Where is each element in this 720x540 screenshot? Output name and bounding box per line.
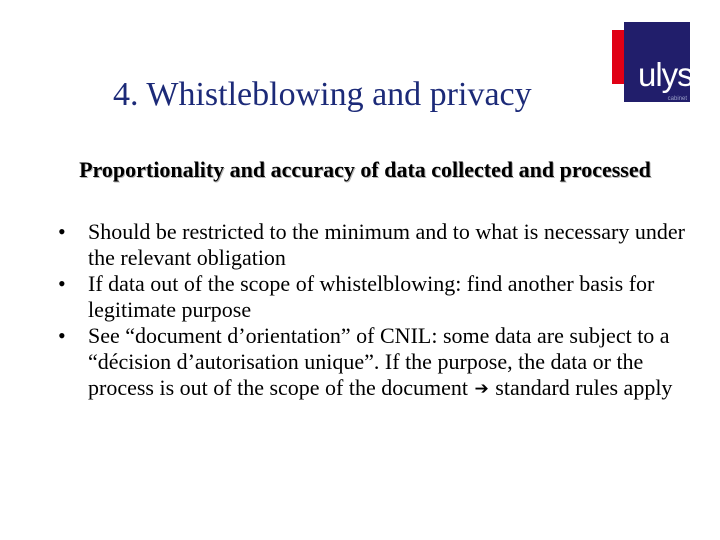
bullet-text-continued: standard rules apply <box>495 375 673 400</box>
slide-title: 4. Whistleblowing and privacy <box>113 76 532 113</box>
bullet-marker: • <box>58 271 66 296</box>
right-arrow-icon: ➔ <box>474 379 489 399</box>
bullet-text: Should be restricted to the minimum and to what is necessary under the relevant obligation <box>88 219 685 270</box>
bullet-item <box>58 219 698 271</box>
bullet-marker: • <box>58 323 66 348</box>
logo-text: ulys <box>638 56 693 93</box>
slide-subheading: Proportionality and accuracy of data collected and processed <box>79 157 651 182</box>
bullet-text: See “document d’orientation” of CNIL: some data are subject to a “décision d’autorisation unique”. If the purpose, the data or the process is out of the scope of the document <box>88 323 670 400</box>
ulys-logo <box>612 22 693 104</box>
bullet-list <box>58 219 698 402</box>
logo-subtext: cabinet <box>667 96 687 102</box>
bullet-marker: • <box>58 219 66 244</box>
bullet-item <box>58 271 698 323</box>
bullet-item <box>58 323 698 402</box>
bullet-text: If data out of the scope of whistelblowing: find another basis for legitimate purpose <box>88 271 655 322</box>
logo-red-bar <box>612 30 624 84</box>
